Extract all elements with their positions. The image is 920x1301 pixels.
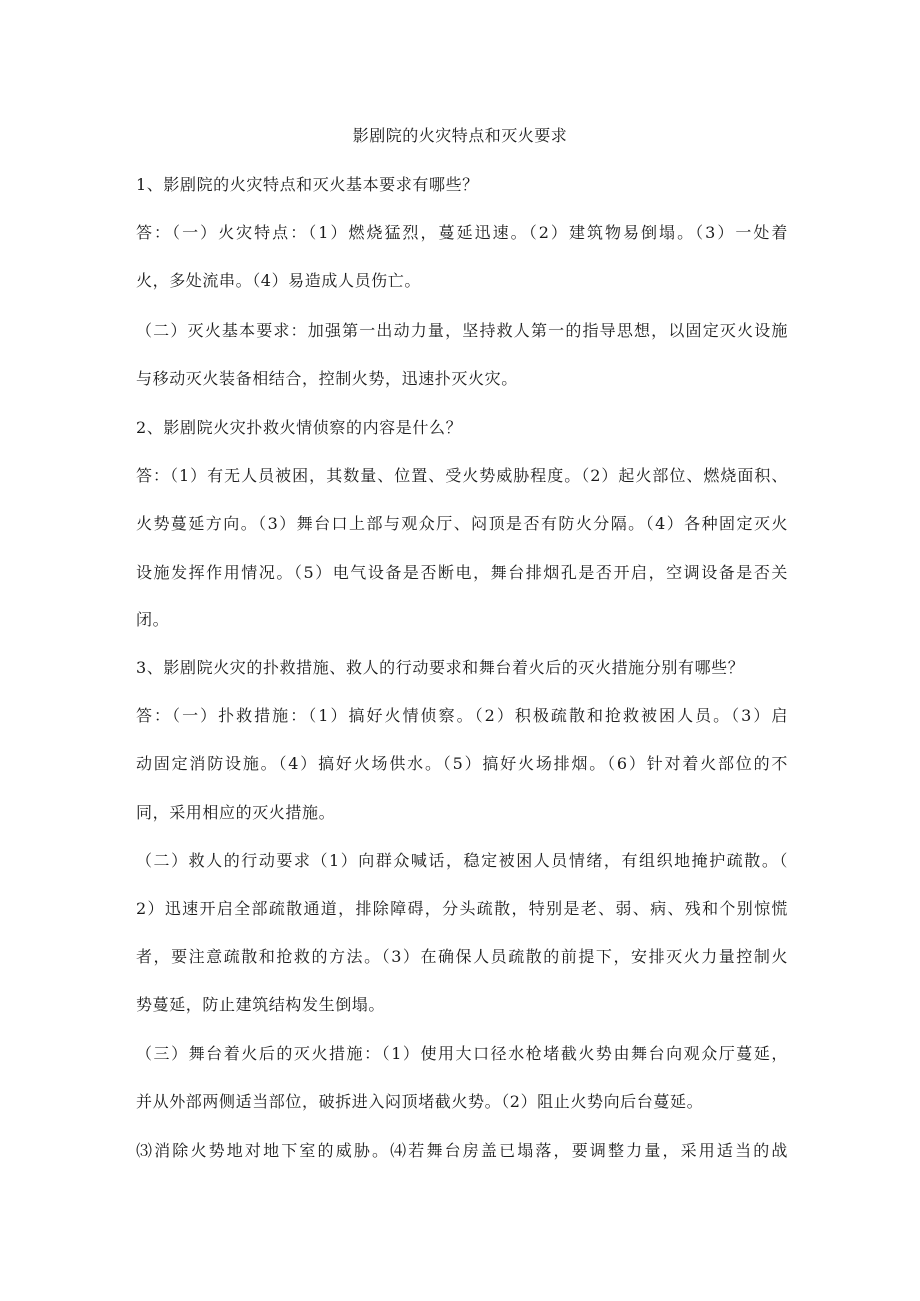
answer-line: 并从外部两侧适当部位，破拆进入闷顶堵截火势。（2）阻止火势向后台蔓延。: [136, 1092, 704, 1111]
answer-line: ⑶消除火势地对地下室的威胁。⑷若舞台房盖已塌落，要调整力量，采用适当的战: [136, 1141, 788, 1160]
answer-line: 者，要注意疏散和抢救的方法。（3）在确保人员疏散的前提下，安排灭火力量控制火: [136, 947, 788, 966]
answer-line: 势蔓延，防止建筑结构发生倒塌。: [136, 995, 386, 1014]
answer-line: （二）灭火基本要求：加强第一出动力量，坚持救人第一的指导思想，以固定灭火设施: [136, 321, 788, 340]
question-3: 3、影剧院火灾的扑救措施、救人的行动要求和舞台着火后的灭火措施分别有哪些？: [136, 658, 745, 677]
answer-line: 2）迅速开启全部疏散通道，排除障碍，分头疏散，特别是老、弱、病、残和个别惊慌: [136, 899, 788, 918]
answer-line: 答：（一）火灾特点：（1）燃烧猛烈，蔓延迅速。（2）建筑物易倒塌。（3）一处着: [136, 223, 788, 242]
answer-line: 与移动灭火装备相结合，控制火势，迅速扑灭火灾。: [136, 369, 518, 388]
question-2: 2、影剧院火灾扑救火情侦察的内容是什么？: [136, 418, 463, 437]
answer-line: 动固定消防设施。（4）搞好火场供水。（5）搞好火场排烟。（6）针对着火部位的不: [136, 754, 788, 773]
answer-line: 火势蔓延方向。（3）舞台口上部与观众厅、闷顶是否有防火分隔。（4）各种固定灭火: [136, 514, 788, 533]
question-1: 1、影剧院的火灾特点和灭火基本要求有哪些？: [136, 175, 479, 194]
answer-line: 答：（1）有无人员被困，其数量、位置、受火势威胁程度。（2）起火部位、燃烧面积、: [136, 466, 788, 485]
answer-line: 同，采用相应的灭火措施。: [136, 803, 336, 822]
answer-line: 设施发挥作用情况。（5）电气设备是否断电，舞台排烟孔是否开启，空调设备是否关: [136, 563, 788, 582]
answer-line: （三）舞台着火后的灭火措施：（1）使用大口径水枪堵截火势由舞台向观众厅蔓延，: [136, 1044, 788, 1063]
answer-line: （二）救人的行动要求（1）向群众喊话，稳定被困人员情绪，有组织地掩护疏散。（: [136, 851, 788, 870]
answer-line: 火，多处流串。（4）易造成人员伤亡。: [136, 271, 421, 290]
answer-line: 答：（一）扑救措施：（1）搞好火情侦察。（2）积极疏散和抢救被困人员。（3）启: [136, 706, 788, 725]
page-title: 影剧院的火灾特点和灭火要求: [352, 126, 568, 145]
answer-line: 闭。: [136, 610, 170, 629]
